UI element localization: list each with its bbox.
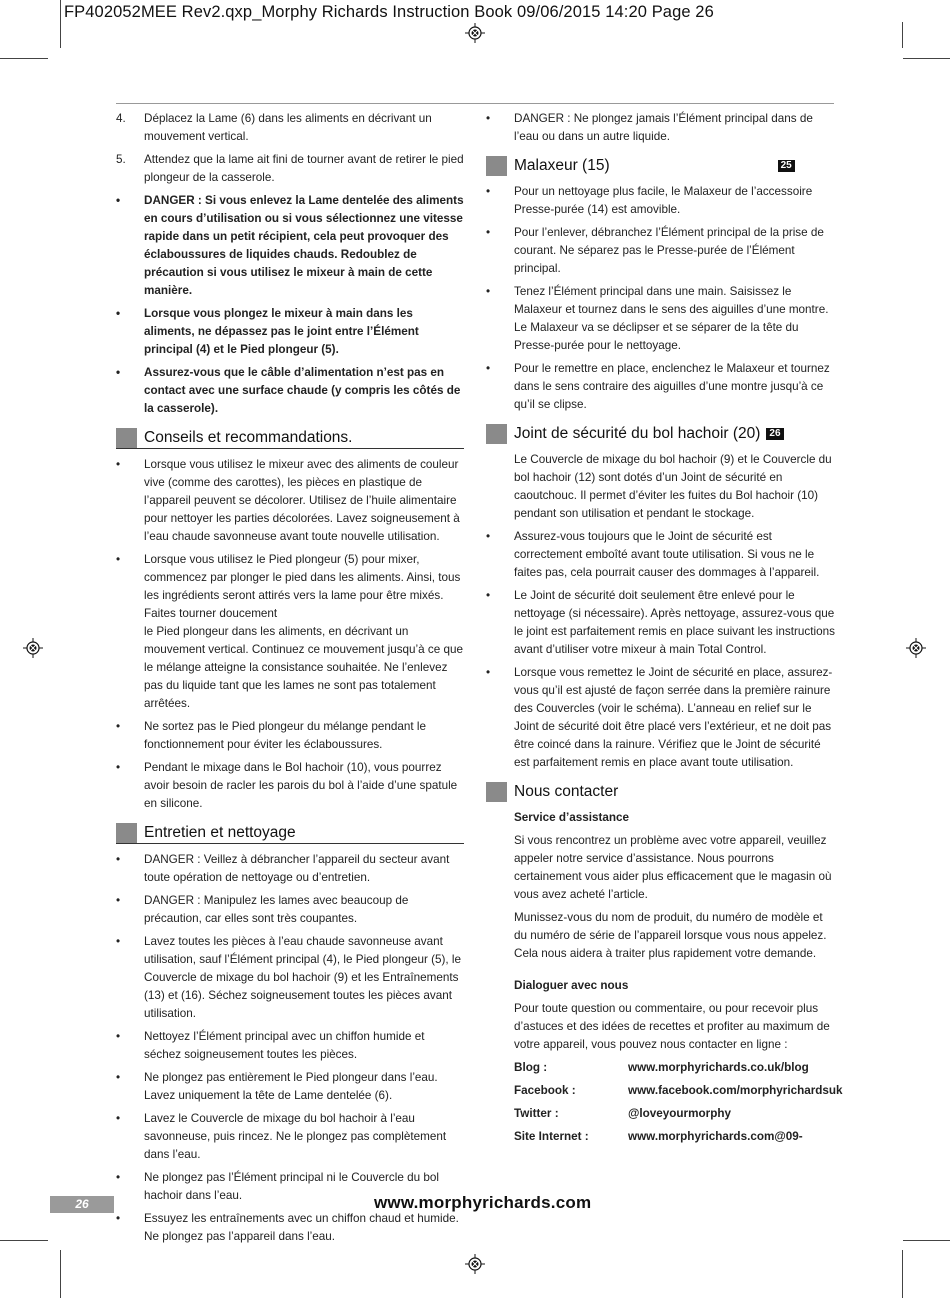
item-text: Le Joint de sécurité doit seulement être enlevé pour le nettoyage (si nécessaire). Après nettoyage, assurez-vous que le joint est parfaitement remis en place suivant les instructions avant d’utiliser votre mixeur à main Total Control. bbox=[514, 589, 835, 656]
top-rule bbox=[116, 103, 834, 104]
heading-marker bbox=[486, 424, 507, 444]
contact-label: Twitter : bbox=[514, 1107, 559, 1120]
list-item bbox=[486, 183, 836, 219]
step-number: 5. bbox=[116, 153, 126, 166]
paragraph: Munissez-vous du nom de produit, du numéro de modèle et du numéro de série de l’appareil lorsque vous nous appelez. Cela nous aidera à traiter plus rapidement votre demande. bbox=[514, 911, 827, 960]
item-text: Ne plongez pas entièrement le Pied plongeur dans l’eau. Lavez uniquement la tête de Lame dentelée (6). bbox=[144, 1071, 438, 1102]
list-item bbox=[486, 283, 836, 355]
list-item bbox=[116, 892, 464, 928]
contact-row bbox=[486, 1128, 836, 1146]
section-title bbox=[514, 424, 784, 444]
item-text: Lavez le Couvercle de mixage du bol hachoir à l’eau savonneuse, puis rincez. Ne le plongez pas complètement dans l’eau. bbox=[144, 1112, 447, 1161]
bullet: • bbox=[486, 226, 491, 239]
bullet: • bbox=[116, 1112, 121, 1125]
item-text: Essuyez les entraînements avec un chiffon chaud et humide. Ne plongez pas l’appareil dans l’eau. bbox=[144, 1212, 459, 1243]
list-item bbox=[116, 933, 464, 1023]
section-title-text: Joint de sécurité du bol hachoir (20) bbox=[514, 425, 761, 442]
contact-label: Blog : bbox=[514, 1061, 548, 1074]
list-item bbox=[486, 110, 836, 146]
contact-row bbox=[486, 1059, 836, 1077]
item-text: Tenez l’Élément principal dans une main. Saisissez le Malaxeur et tournez dans le sens des aiguilles d’une montre. Le Malaxeur va se déclipser et se séparer de la tête du Presse-purée pour le nettoyage. bbox=[514, 285, 829, 352]
left-column bbox=[116, 110, 464, 1251]
item-text: DANGER : Veillez à débrancher l’appareil du secteur avant toute opération de nettoyage ou d’entretien. bbox=[144, 853, 450, 884]
section-title-text: Malaxeur (15) bbox=[514, 157, 610, 174]
crop-mark bbox=[60, 0, 61, 48]
item-text: Lorsque vous utilisez le Pied plongeur (5) pour mixer, commencez par plonger le pied dans les aliments. Ainsi, tous les ingrédients seront attirés vers la lame pour être mixés. Faites tourner doucement bbox=[144, 553, 461, 620]
bullet: • bbox=[116, 194, 121, 207]
footer-website[interactable]: www.morphyrichards.com bbox=[374, 1193, 592, 1212]
list-item bbox=[116, 551, 464, 713]
subheading: Service d’assistance bbox=[514, 811, 630, 824]
item-text: Pour le remettre en place, enclenchez le Malaxeur et tournez dans le sens contraire des aiguilles d’une montre jusqu’à ce qu’il se clipse. bbox=[514, 362, 830, 411]
bullet: • bbox=[486, 185, 491, 198]
item-text: Ne plongez pas l’Élément principal ni le Couvercle du bol hachoir dans l’eau. bbox=[144, 1171, 439, 1202]
contact-link[interactable]: www.morphyrichards.co.uk/blog bbox=[628, 1061, 809, 1074]
paragraph: Si vous rencontrez un problème avec votre appareil, veuillez appeler notre service d’assistance. Nous pourrons certainement vous aider plus efficacement que le magasin où vous avez acheté l’article. bbox=[514, 834, 832, 901]
crop-mark bbox=[903, 1240, 950, 1241]
step-text: Déplacez la Lame (6) dans les aliments en décrivant un mouvement vertical. bbox=[144, 112, 432, 143]
list-item bbox=[116, 759, 464, 813]
list-item bbox=[116, 192, 464, 300]
contact-row bbox=[486, 1082, 843, 1100]
list-item bbox=[116, 851, 464, 887]
bullet: • bbox=[486, 285, 491, 298]
item-text: Lorsque vous remettez le Joint de sécurité en place, assurez-vous qu’il est ajusté de façon serrée dans la première rainure des Couvercles (voir le schéma). L’anneau en relief sur le Joint de sécurité doit être placé vers l’extérieur, et ne doit pas être coincé dans la rainure. Vérifiez que le Joint de sécurité est parfaitement remis en place avant toute utilisation. bbox=[514, 666, 833, 769]
bullet: • bbox=[116, 1171, 121, 1184]
section-title bbox=[514, 156, 795, 176]
list-item bbox=[116, 364, 464, 418]
bullet: • bbox=[116, 553, 121, 566]
warning-text: Lorsque vous plongez le mixeur à main dans les aliments, ne dépassez pas le joint entre l’Élément principal (4) et le Pied plongeur (5). bbox=[144, 307, 419, 356]
list-item bbox=[486, 224, 836, 278]
bullet: • bbox=[116, 853, 121, 866]
section-title: Nous contacter bbox=[514, 783, 619, 800]
figure-ref-badge: 26 bbox=[766, 428, 783, 440]
paragraph: Pour toute question ou commentaire, ou pour recevoir plus d’astuces et des idées de recettes et profiter au maximum de votre appareil, vous pouvez nous contacter en ligne : bbox=[514, 1002, 830, 1051]
heading-marker bbox=[486, 156, 507, 176]
item-text: Pendant le mixage dans le Bol hachoir (10), vous pourrez avoir besoin de racler les parois du bol à l’aide d’une spatule en silicone. bbox=[144, 761, 458, 810]
list-item bbox=[116, 1210, 464, 1246]
list-item bbox=[486, 664, 836, 772]
bullet: • bbox=[486, 666, 491, 679]
list-item bbox=[116, 151, 464, 187]
crop-mark bbox=[903, 58, 950, 59]
bullet: • bbox=[116, 1212, 121, 1225]
list-item bbox=[116, 305, 464, 359]
registration-mark-icon bbox=[465, 23, 485, 43]
section-heading bbox=[116, 428, 464, 449]
list-item bbox=[116, 1028, 464, 1064]
item-text: Assurez-vous toujours que le Joint de sécurité est correctement emboîté avant toute utilisation. Si vous ne le faites pas, cela pourrait causer des dommages à l’appareil. bbox=[514, 530, 820, 579]
list-item bbox=[486, 587, 836, 659]
item-text: Lavez toutes les pièces à l’eau chaude savonneuse avant utilisation, sauf l’Élément principal (4), le Pied plongeur (5), le Couvercle de mixage du bol hachoir (9) et les Entraînements (13) et (16). Séchez soigneusement toutes les pièces avant utilisation. bbox=[144, 935, 462, 1020]
list-item bbox=[116, 1069, 464, 1105]
contact-row bbox=[486, 1105, 836, 1123]
list-item bbox=[116, 1110, 464, 1164]
list-item bbox=[116, 718, 464, 754]
registration-mark-icon bbox=[906, 638, 926, 658]
bullet: • bbox=[486, 589, 491, 602]
registration-mark-icon bbox=[23, 638, 43, 658]
heading-marker bbox=[486, 782, 507, 802]
bullet: • bbox=[116, 458, 121, 471]
contact-link[interactable]: @loveyourmorphy bbox=[628, 1107, 731, 1120]
section-heading bbox=[486, 782, 836, 802]
warning-text: Assurez-vous que le câble d’alimentation n’est pas en contact avec une surface chaude (y compris les côtés de la casserole). bbox=[144, 366, 461, 415]
crop-mark bbox=[60, 1250, 61, 1298]
contact-link[interactable]: www.facebook.com/morphyrichardsuk bbox=[628, 1084, 843, 1097]
bullet: • bbox=[116, 1030, 121, 1043]
contact-link[interactable]: www.morphyrichards.com@09- bbox=[628, 1130, 803, 1143]
contact-label: Facebook : bbox=[514, 1084, 576, 1097]
section-title: Conseils et recommandations. bbox=[144, 429, 353, 446]
list-item bbox=[486, 360, 836, 414]
item-text: Pour l’enlever, débranchez l’Élément principal de la prise de courant. Ne séparez pas le Presse-purée de l’Élément principal. bbox=[514, 226, 824, 275]
crop-mark bbox=[902, 1250, 903, 1298]
section-heading bbox=[116, 823, 464, 844]
paragraph: Le Couvercle de mixage du bol hachoir (9) et le Couvercle du bol hachoir (12) sont dotés d’un Joint de sécurité en caoutchouc. Il permet d’éviter les fuites du Bol hachoir (10) pendant son utilisation et pendant le stockage. bbox=[514, 453, 832, 520]
list-item bbox=[486, 528, 836, 582]
registration-mark-icon bbox=[465, 1254, 485, 1274]
item-text: DANGER : Ne plongez jamais l’Élément principal dans de l’eau ou dans un autre liquide. bbox=[514, 112, 813, 143]
subheading: Dialoguer avec nous bbox=[514, 979, 629, 992]
bullet: • bbox=[486, 530, 491, 543]
bullet: • bbox=[116, 761, 121, 774]
bullet: • bbox=[486, 112, 491, 125]
item-text: DANGER : Manipulez les lames avec beaucoup de précaution, car elles sont très coupantes. bbox=[144, 894, 409, 925]
bullet: • bbox=[486, 362, 491, 375]
bullet: • bbox=[116, 894, 121, 907]
figure-ref-badge: 25 bbox=[778, 160, 795, 172]
item-text: Ne sortez pas le Pied plongeur du mélange pendant le fonctionnement pour éviter les éclaboussures. bbox=[144, 720, 426, 751]
list-item bbox=[116, 456, 464, 546]
crop-mark bbox=[0, 58, 48, 59]
print-slug: FP402052MEE Rev2.qxp_Morphy Richards Instruction Book 09/06/2015 14:20 Page 26 bbox=[64, 3, 714, 21]
bullet: • bbox=[116, 935, 121, 948]
item-text: Pour un nettoyage plus facile, le Malaxeur de l’accessoire Presse-purée (14) est amovible. bbox=[514, 185, 813, 216]
right-column bbox=[486, 110, 843, 1151]
section-title: Entretien et nettoyage bbox=[144, 824, 296, 841]
section-heading bbox=[486, 424, 836, 444]
step-number: 4. bbox=[116, 112, 126, 125]
bullet: • bbox=[116, 307, 121, 320]
item-text: Lorsque vous utilisez le mixeur avec des aliments de couleur vive (comme des carottes), les pièces en plastique de l’appareil peuvent se décolorer. Utilisez de l’huile alimentaire pour nettoyer les parties décolorées. Lavez soigneusement à l’eau chaude savonneuse avant toute nouvelle utilisation. bbox=[144, 458, 460, 543]
bullet: • bbox=[116, 1071, 121, 1084]
crop-mark bbox=[902, 22, 903, 48]
heading-marker bbox=[116, 823, 137, 843]
contact-label: Site Internet : bbox=[514, 1130, 589, 1143]
list-item bbox=[116, 110, 464, 146]
item-text: Nettoyez l’Élément principal avec un chiffon humide et séchez soigneusement toutes les pièces. bbox=[144, 1030, 425, 1061]
bullet: • bbox=[116, 366, 121, 379]
section-heading bbox=[486, 156, 836, 176]
heading-marker bbox=[116, 428, 137, 448]
warning-text: DANGER : Si vous enlevez la Lame dentelée des aliments en cours d’utilisation ou si vous sélectionnez une vitesse rapide dans un petit récipient, cela peut provoquer des éclaboussures de liquides chauds. Redoublez de précaution si vous utilisez le mixeur à main de cette manière. bbox=[144, 194, 464, 297]
item-text-continued: le Pied plongeur dans les aliments, en décrivant un mouvement vertical. Continuez ce mouvement jusqu’à ce que le mélange atteigne la consistance souhaitée. Ne l’enlevez pas du liquide tant que les lames ne sont pas totalement arrêtées. bbox=[144, 625, 463, 710]
bullet: • bbox=[116, 720, 121, 733]
page-number: 26 bbox=[50, 1196, 114, 1213]
crop-mark bbox=[0, 1240, 48, 1241]
step-text: Attendez que la lame ait fini de tourner avant de retirer le pied plongeur de la casserole. bbox=[144, 153, 464, 184]
